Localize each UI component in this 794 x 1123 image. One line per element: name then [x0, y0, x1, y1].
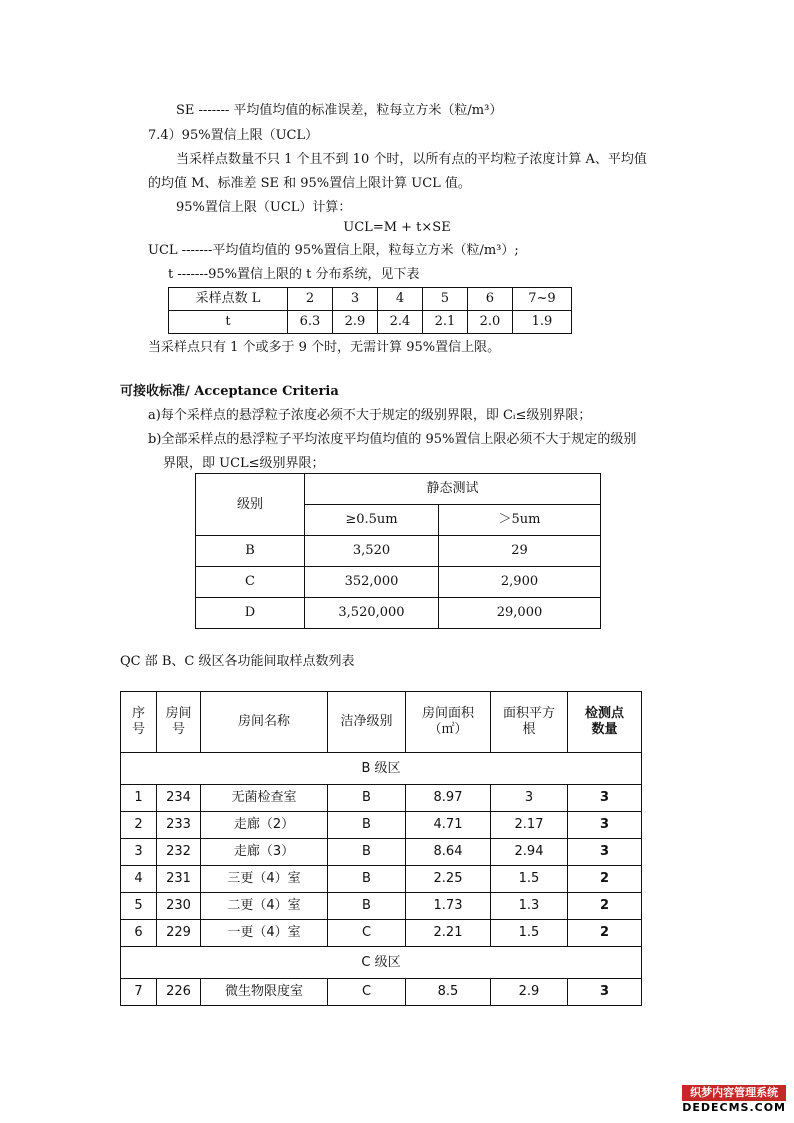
- table-row: [196, 536, 601, 567]
- table-cell: 3: [568, 812, 642, 839]
- table-cell: 232: [157, 839, 201, 866]
- table-row: [121, 785, 642, 812]
- table-cell: 二更（4）室: [201, 893, 328, 920]
- section-label: B 级区: [121, 753, 642, 785]
- table-cell: 229: [157, 920, 201, 947]
- ucl-definition: UCL -------平均值均值的 95%置信上限，粒每立方米（粒/m³）;: [148, 243, 519, 258]
- header-room-area: 房间面积 （㎡）: [406, 692, 491, 753]
- table-cell: 1.5: [491, 866, 568, 893]
- table-cell: B: [328, 893, 406, 920]
- table-cell: 6: [121, 920, 157, 947]
- header-0-5um: ≥0.5um: [305, 505, 439, 536]
- table-row: [169, 288, 572, 311]
- criteria-a: a)每个采样点的悬浮粒子浓度必须不大于规定的级别界限，即 Cᵢ≤级别界限；: [148, 408, 592, 423]
- table-cell: 无菌检查室: [201, 785, 328, 812]
- table-row: [196, 567, 601, 598]
- table-cell: 2: [288, 288, 333, 311]
- table-row: [121, 893, 642, 920]
- table-cell: 29,000: [439, 598, 601, 629]
- header-room-no: 房间 号: [157, 692, 201, 753]
- table-cell: 1.5: [491, 920, 568, 947]
- table-cell: 2.9: [332, 311, 377, 334]
- table-cell: 3,520,000: [305, 598, 439, 629]
- table-cell: 采样点数 L: [169, 288, 288, 311]
- table-cell: 231: [157, 866, 201, 893]
- table-cell: 1.9: [512, 311, 571, 334]
- table-cell: 1.3: [491, 893, 568, 920]
- grade-limits-table: [195, 473, 601, 629]
- table-cell: 3: [568, 785, 642, 812]
- acceptance-criteria-heading: 可接收标准/ Acceptance Criteria: [120, 384, 339, 399]
- header-static-test: 静态测试: [305, 474, 601, 505]
- table-cell: 3: [332, 288, 377, 311]
- watermark-logo: [682, 1085, 786, 1115]
- criteria-b-continued: 界限，即 UCL≤级别界限；: [163, 456, 325, 471]
- table-cell: B: [328, 839, 406, 866]
- header-area-sqrt: 面积平方 根: [491, 692, 568, 753]
- table-cell: 微生物限度室: [201, 979, 328, 1006]
- header-5um: ＞5um: [439, 505, 601, 536]
- header-clean-grade: 洁净级别: [328, 692, 406, 753]
- table-cell: 2: [568, 893, 642, 920]
- table-row: [121, 866, 642, 893]
- table-row: [121, 839, 642, 866]
- table-cell: 一更（4）室: [201, 920, 328, 947]
- table-row: [196, 474, 601, 505]
- table-row: [121, 979, 642, 1006]
- header-grade: 级别: [196, 474, 305, 536]
- table-cell: B: [328, 812, 406, 839]
- table-cell: 2.94: [491, 839, 568, 866]
- table-cell: 8.5: [406, 979, 491, 1006]
- table-cell: B: [196, 536, 305, 567]
- table-cell: 3: [568, 839, 642, 866]
- room-sampling-points-table: [120, 691, 642, 1006]
- table-cell: 2,900: [439, 567, 601, 598]
- table-cell: 230: [157, 893, 201, 920]
- header-room-name: 房间名称: [201, 692, 328, 753]
- qc-table-title: QC 部 B、C 级区各功能间取样点数列表: [120, 654, 355, 669]
- table-cell: 2.25: [406, 866, 491, 893]
- table-cell: D: [196, 598, 305, 629]
- ucl-formula: UCL=M + t×SE: [343, 220, 451, 235]
- table-cell: 3: [491, 785, 568, 812]
- table-cell: C: [328, 920, 406, 947]
- table-cell: 2.4: [377, 311, 422, 334]
- table-cell: 三更（4）室: [201, 866, 328, 893]
- table-cell: 6.3: [288, 311, 333, 334]
- table-cell: C: [196, 567, 305, 598]
- table-cell: 233: [157, 812, 201, 839]
- table-cell: 2.21: [406, 920, 491, 947]
- table-cell: 4: [377, 288, 422, 311]
- table-cell: 5: [422, 288, 467, 311]
- table-cell: 走廊（3）: [201, 839, 328, 866]
- paragraph-line: 的均值 M、标准差 SE 和 95%置信上限计算 UCL 值。: [148, 176, 471, 191]
- table-cell: 2: [121, 812, 157, 839]
- table-cell: 6: [467, 288, 512, 311]
- t-definition: t -------95%置信上限的 t 分布系统，见下表: [168, 267, 420, 282]
- table-cell: B: [328, 785, 406, 812]
- table-row: [196, 598, 601, 629]
- watermark-bottom: DEDECMS.COM: [682, 1101, 786, 1114]
- se-definition: SE ------- 平均值均值的标准误差，粒每立方米（粒/m³）: [176, 103, 503, 118]
- table-cell: 4: [121, 866, 157, 893]
- table-cell: 352,000: [305, 567, 439, 598]
- section-label: C 级区: [121, 947, 642, 979]
- table-row: [121, 812, 642, 839]
- paragraph-line: 当采样点数量不只 1 个且不到 10 个时，以所有点的平均粒子浓度计算 A、平均值: [176, 152, 647, 167]
- ucl-calc-label: 95%置信上限（UCL）计算：: [176, 200, 352, 215]
- table-cell: 2.1: [422, 311, 467, 334]
- table-cell: 7: [121, 979, 157, 1006]
- table-cell: 1.73: [406, 893, 491, 920]
- table-cell: B: [328, 866, 406, 893]
- table-cell: 226: [157, 979, 201, 1006]
- table-cell: 4.71: [406, 812, 491, 839]
- table-cell: 3: [568, 979, 642, 1006]
- no-calc-note: 当采样点只有 1 个或多于 9 个时，无需计算 95%置信上限。: [148, 340, 501, 355]
- table-cell: 29: [439, 536, 601, 567]
- table-cell: 5: [121, 893, 157, 920]
- table-cell: 3,520: [305, 536, 439, 567]
- table-row: [169, 311, 572, 334]
- table-row: [121, 920, 642, 947]
- table-cell: 8.64: [406, 839, 491, 866]
- table-cell: 2: [568, 920, 642, 947]
- table-cell: 2.9: [491, 979, 568, 1006]
- table-cell: C: [328, 979, 406, 1006]
- header-no: 序 号: [121, 692, 157, 753]
- table-header-row: [121, 692, 642, 753]
- header-points-count: 检测点 数量: [568, 692, 642, 753]
- section-row-c: [121, 947, 642, 979]
- table-cell: t: [169, 311, 288, 334]
- table-cell: 3: [121, 839, 157, 866]
- table-cell: 234: [157, 785, 201, 812]
- table-cell: 2.17: [491, 812, 568, 839]
- t-distribution-table: [168, 287, 572, 334]
- table-cell: 走廊（2）: [201, 812, 328, 839]
- criteria-b: b)全部采样点的悬浮粒子平均浓度平均值均值的 95%置信上限必须不大于规定的级别: [148, 432, 637, 447]
- section-row-b: [121, 753, 642, 785]
- table-cell: 2: [568, 866, 642, 893]
- table-cell: 2.0: [467, 311, 512, 334]
- table-cell: 1: [121, 785, 157, 812]
- watermark-top: 织梦内容管理系统: [682, 1085, 786, 1101]
- table-cell: 7~9: [512, 288, 571, 311]
- table-cell: 8.97: [406, 785, 491, 812]
- section-7-4-heading: 7.4）95%置信上限（UCL）: [148, 128, 319, 143]
